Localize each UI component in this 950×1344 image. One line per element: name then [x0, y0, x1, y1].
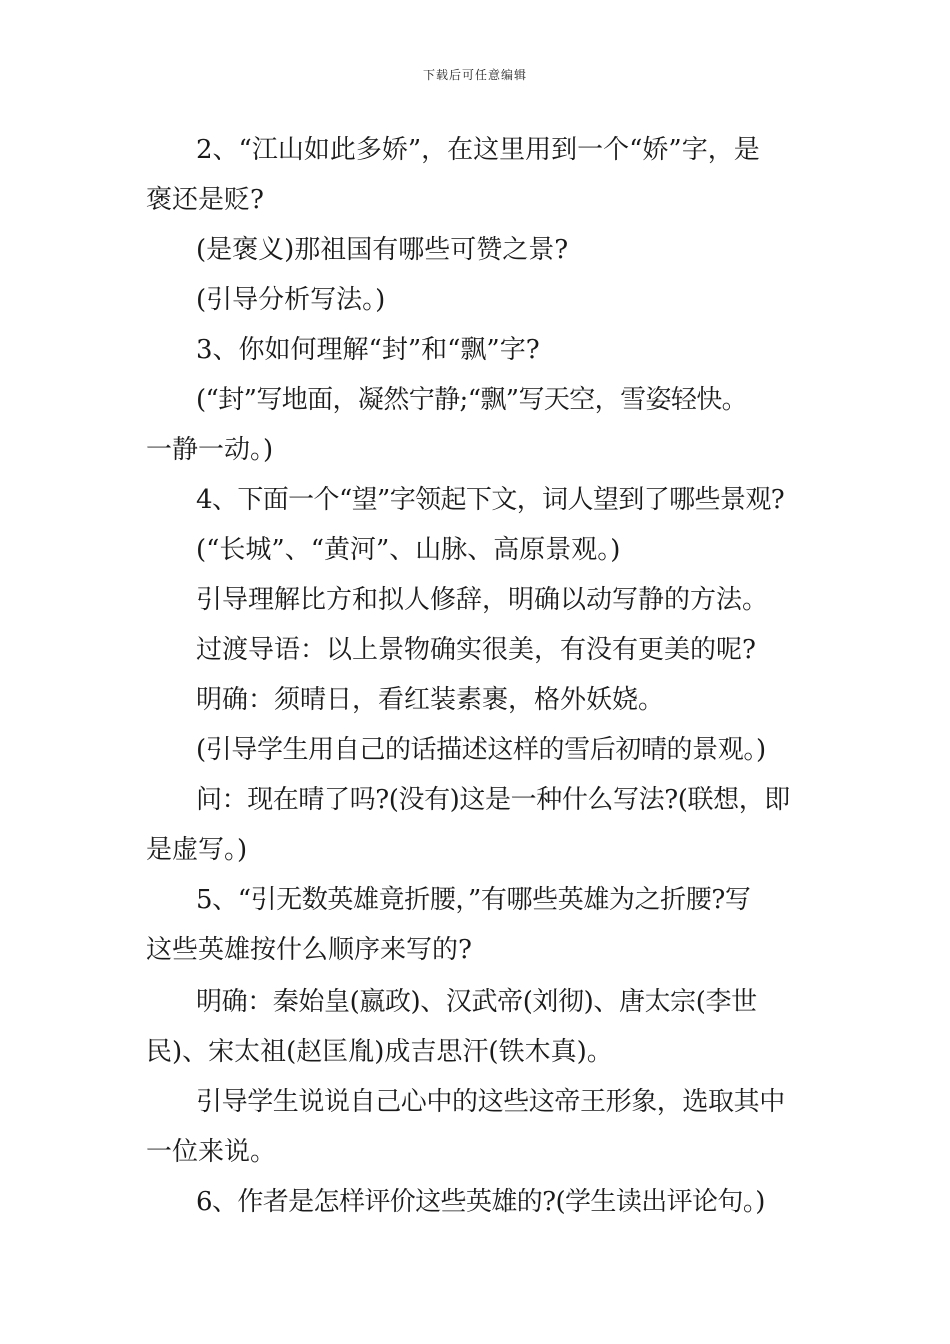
paragraph-line: 一静一动。) [146, 435, 274, 465]
paragraph-line: 6、作者是怎样评价这些英雄的?(学生读出评论句。) [196, 1187, 765, 1217]
paragraph-line: 明确：秦始皇(嬴政)、汉武帝(刘彻)、唐太宗(李世 [196, 987, 757, 1017]
paragraph-line: 褒还是贬? [146, 185, 264, 215]
paragraph-line: 这些英雄按什么顺序来写的? [146, 935, 472, 965]
paragraph-line: 民)、宋太祖(赵匡胤)成吉思汗(铁木真)。 [146, 1037, 613, 1067]
paragraph-line: (引导学生用自己的话描述这样的雪后初晴的景观。) [196, 735, 766, 765]
paragraph-line: (引导分析写法。) [196, 285, 386, 315]
paragraph-line: (“封”写地面，凝然宁静;“飘”写天空，雪姿轻快。 [196, 385, 748, 415]
paragraph-line: 问：现在晴了吗?(没有)这是一种什么写法?(联想，即 [196, 785, 790, 815]
paragraph-line: (“长城”、“黄河”、山脉、高原景观。) [196, 535, 621, 565]
paragraph-line: 一位来说。 [146, 1137, 277, 1167]
paragraph-line: 2、“江山如此多娇”，在这里用到一个“娇”字，是 [196, 135, 760, 165]
paragraph-line: 5、“引无数英雄竟折腰，”有哪些英雄为之折腰?写 [196, 885, 751, 915]
page-header: 下载后可任意编辑 [422, 68, 527, 82]
paragraph-line: 引导学生说说自己心中的这些这帝王形象，选取其中 [196, 1087, 785, 1117]
paragraph-line: 明确：须晴日，看红装素裹，格外妖娆。 [196, 685, 665, 715]
paragraph-line: (是褒义)那祖国有哪些可赞之景? [196, 235, 569, 265]
paragraph-line: 过渡导语：以上景物确实很美，有没有更美的呢? [196, 635, 756, 665]
paragraph-line: 4、下面一个“望”字领起下文，词人望到了哪些景观? [196, 485, 785, 515]
paragraph-line: 3、你如何理解“封”和“飘”字? [196, 335, 540, 365]
paragraph-line: 是虚写。) [146, 835, 248, 865]
paragraph-line: 引导理解比方和拟人修辞，明确以动写静的方法。 [196, 585, 769, 615]
